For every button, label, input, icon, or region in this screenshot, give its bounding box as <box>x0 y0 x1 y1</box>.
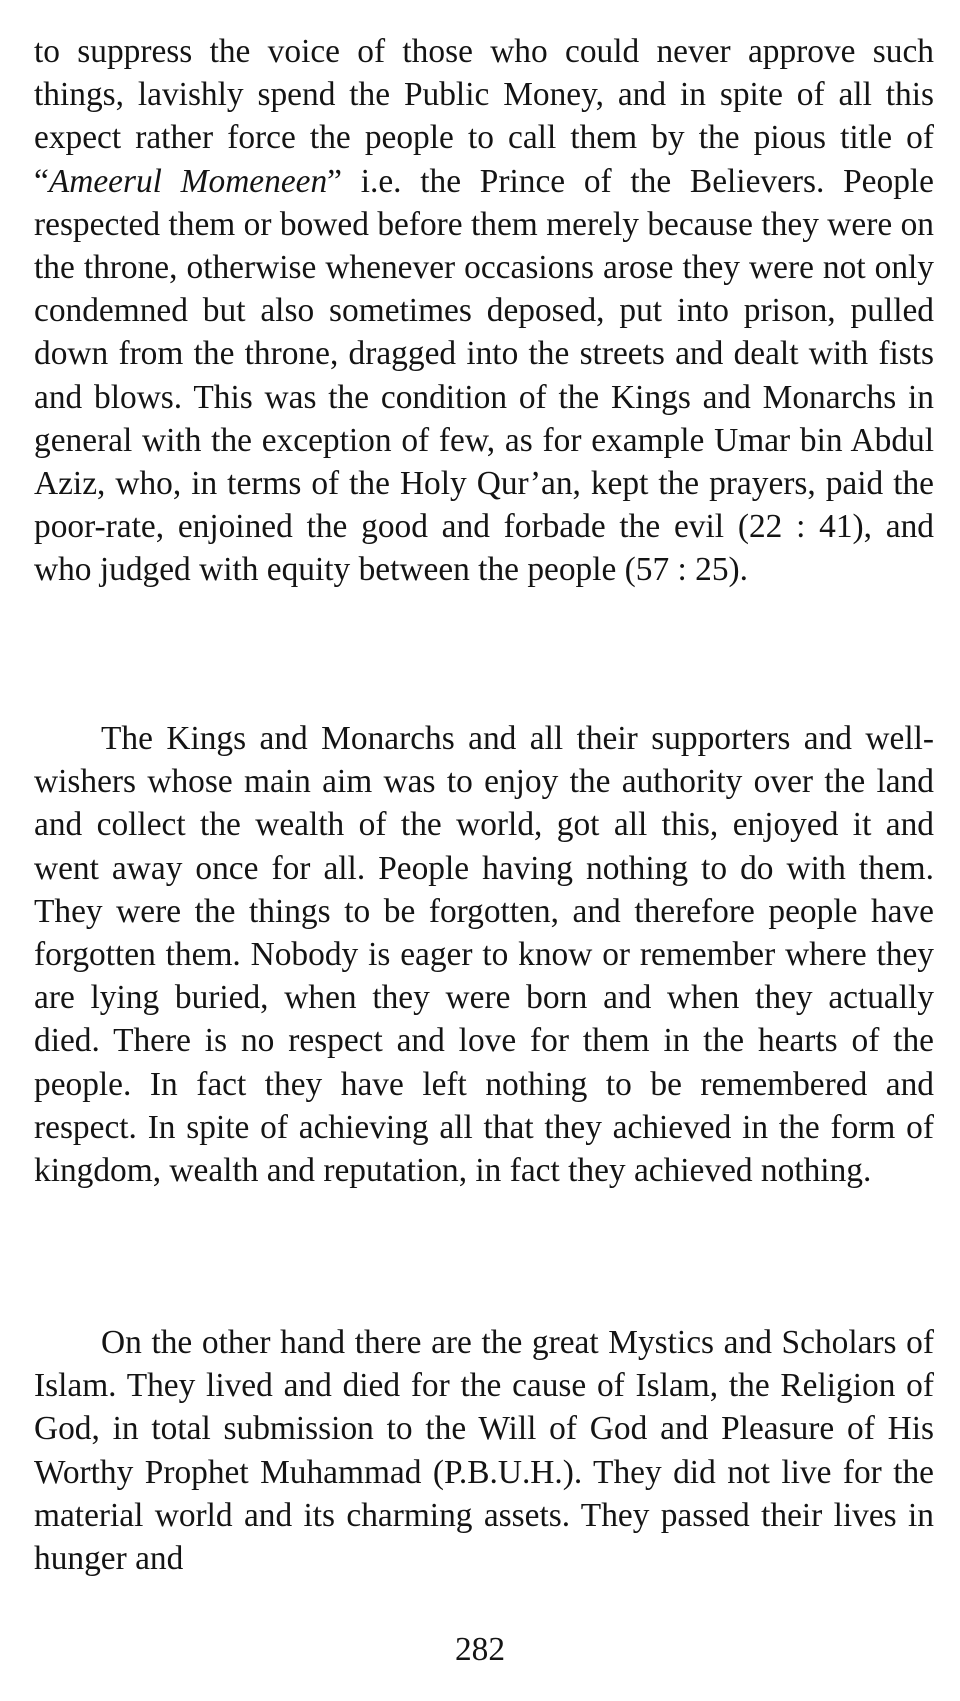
paragraph-3 <box>34 1321 934 1580</box>
paragraph-1-lead: to suppress the voice of those who could never approve such things, lavishly spend the Public Money, and in spite of all this expect rather force the people to call them by the pious title of “ <box>34 33 934 200</box>
italic-title: Ameerul Momeneen <box>48 162 328 200</box>
paragraph-1 <box>34 30 934 592</box>
paragraph-2-text: The Kings and Monarchs and all their supporters and well-wishers whose main aim was to enjoy the authority over the land and collect the wealth of the world, got all this, enjoyed it and went away once for all. People having nothing to do with them. They were the things to be forgotten, and therefore people have forgotten them. Nobody is eager to know or remember where they are lying buried, when they were born and when they actually died. There is no respect and love for them in the hearts of the people. In fact they have left nothing to be remembered and respect. In spite of achieving all that they achieved in the form of kingdom, wealth and reputation, in fact they achieved nothing. <box>34 720 934 1190</box>
paragraph-1-text <box>34 30 934 592</box>
page-number: 282 <box>454 1631 506 1668</box>
paragraph-2 <box>34 717 934 1192</box>
paragraph-1-rest: ” i.e. the Prince of the Believers. People respected them or bowed before them merely because they were on the throne, otherwise whenever occasions arose they were not only condemned but also sometimes deposed, put into prison, pulled down from the throne, dragged into the streets and dealt with fists and blows. This was the condition of the Kings and Monarchs in general with the exception of few, as for example Umar bin Abdul Aziz, who, in terms of the Holy Qur’an, kept the prayers, paid the poor-rate, enjoined the good and forbade the evil (22 : 41), and who judged with equity between the people (57 : 25). <box>34 162 934 589</box>
paragraph-3-text: On the other hand there are the great Mystics and Scholars of Islam. They lived and died for the cause of Islam, the Religion of God, in total submission to the Will of God and Pleasure of His Worthy Prophet Muhammad (P.B.U.H.). They did not live for the material world and its charming assets. They passed their lives in hunger and <box>34 1324 934 1578</box>
